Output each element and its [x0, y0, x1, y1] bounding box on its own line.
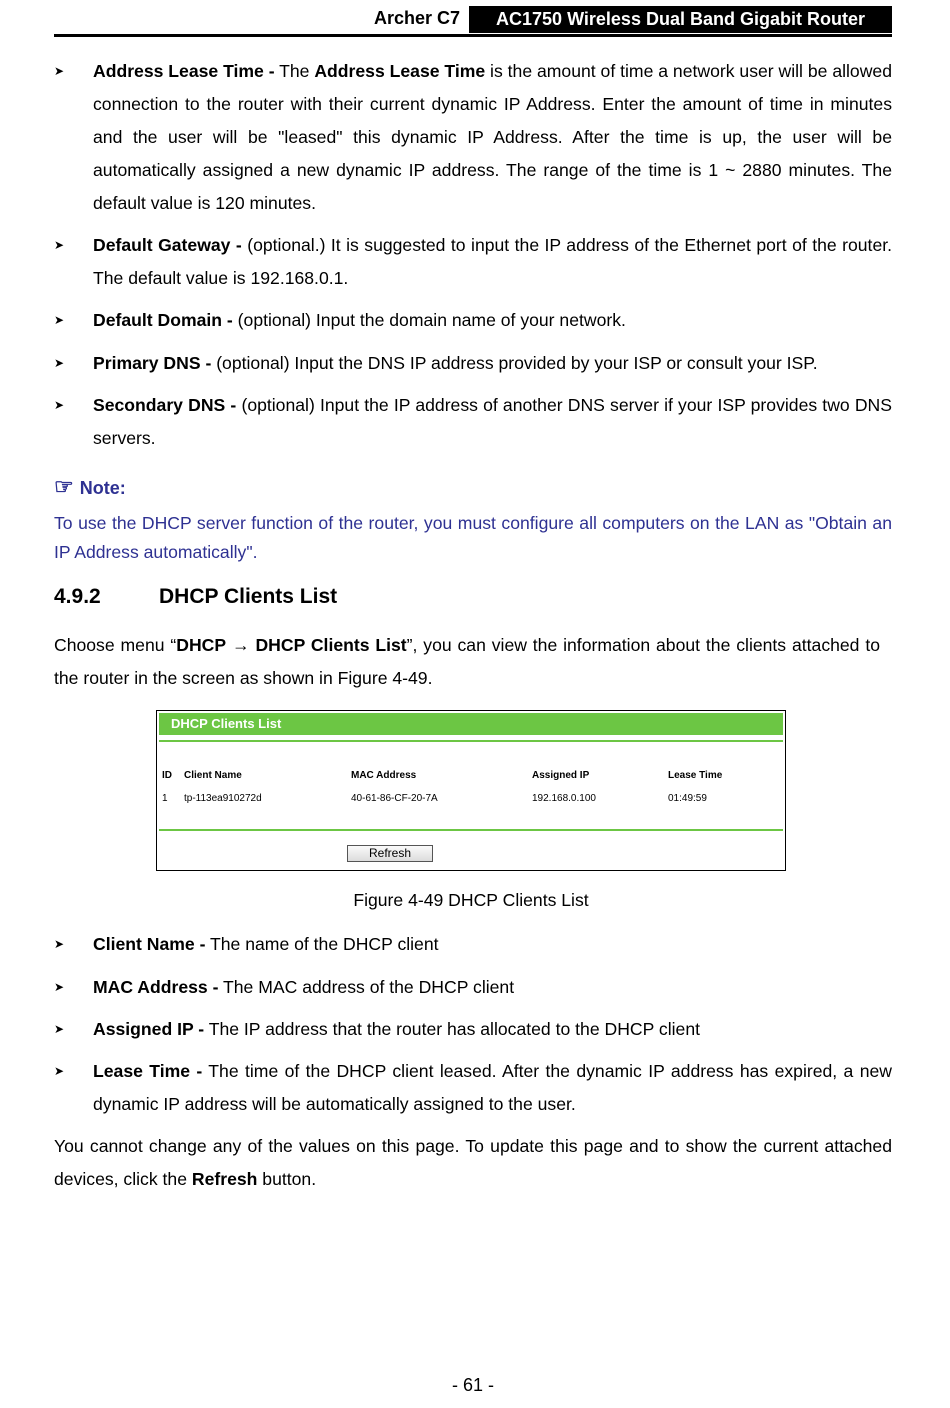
table-cell-id: 1 [162, 793, 168, 804]
bullet-term: Default Gateway - [93, 235, 242, 255]
bullet-term: Lease Time - [93, 1061, 203, 1081]
bullet-term: Assigned IP - [93, 1019, 205, 1039]
section-number: 4.9.2 [54, 585, 101, 608]
bullet-arrow-icon: ➤ [54, 313, 65, 327]
section-heading [54, 585, 337, 609]
column-header-id: ID [162, 770, 172, 781]
bullet-lease-time: ➤ Lease Time - The time of the DHCP client leased. After the dynamic IP address has expired, a new dynamic IP address will be automatically assigned to the user. [54, 1055, 892, 1121]
table-cell-client-name: tp-113ea910272d [184, 793, 262, 804]
dhcp-clients-panel [156, 710, 786, 871]
table-cell-assigned-ip: 192.168.0.100 [532, 793, 596, 804]
bullet-term: Client Name - [93, 934, 206, 954]
header-model: Archer C7 [373, 8, 460, 28]
note-heading [54, 474, 126, 500]
bullet-primary-dns: ➤ Primary DNS - (optional) Input the DNS IP address provided by your ISP or consult your ISP. [54, 347, 892, 380]
bullet-term: Secondary DNS - [93, 395, 237, 415]
bullet-secondary-dns: ➤ Secondary DNS - (optional) Input the IP address of another DNS server if your ISP provides two DNS servers. [54, 389, 892, 455]
column-header-client-name: Client Name [184, 770, 242, 781]
bullet-arrow-icon: ➤ [54, 356, 65, 370]
bullet-arrow-icon: ➤ [54, 238, 65, 252]
panel-divider [159, 829, 783, 831]
panel-divider [159, 740, 783, 742]
menu-arrow-icon: → [231, 635, 250, 655]
panel-title: DHCP Clients List [159, 713, 783, 735]
pointing-hand-icon: ☞ [54, 474, 74, 499]
refresh-button[interactable]: Refresh [347, 845, 433, 862]
column-header-lease-time: Lease Time [668, 770, 723, 781]
menu-dhcp-clients-list: DHCP Clients List [255, 635, 407, 655]
bullet-arrow-icon: ➤ [54, 64, 65, 78]
bullet-term: Address Lease Time - [93, 61, 275, 81]
bullet-term: MAC Address - [93, 977, 219, 997]
header-product: AC1750 Wireless Dual Band Gigabit Router [469, 6, 892, 33]
bullet-client-name: ➤ Client Name - The name of the DHCP client [54, 928, 892, 961]
figure-caption: Figure 4-49 DHCP Clients List [353, 890, 589, 910]
note-text: To use the DHCP server function of the router, you must configure all computers on the LAN as "Obtain an IP Address automatically". [54, 513, 892, 562]
table-cell-mac-address: 40-61-86-CF-20-7A [351, 793, 438, 804]
bullet-arrow-icon: ➤ [54, 1022, 65, 1036]
section-title: DHCP Clients List [159, 585, 338, 608]
bullet-mac-address: ➤ MAC Address - The MAC address of the DHCP client [54, 971, 892, 1004]
page-number: - 61 - [451, 1375, 494, 1395]
intro-paragraph: Choose menu “DHCP → DHCP Clients List”, you can view the information about the clients attached to the router in the screen as shown in Figure 4-49. [54, 635, 881, 688]
bullet-term: Default Domain - [93, 310, 233, 330]
menu-dhcp: DHCP [176, 635, 227, 655]
column-header-mac-address: MAC Address [351, 770, 417, 781]
bullet-default-domain: ➤ Default Domain - (optional) Input the domain name of your network. [54, 304, 892, 337]
bullet-arrow-icon: ➤ [54, 980, 65, 994]
bullet-arrow-icon: ➤ [54, 398, 65, 412]
bullet-address-lease-time: ➤ Address Lease Time - The Address Lease Time is the amount of time a network user will be allowed connection to the router with their current dynamic IP Address. Enter the amount of time in minutes and the user will be "leased" this dynamic IP Address. After the time is up, the user will be automatically assigned a new dynamic IP address. The range of the time is 1 ~ 2880 minutes. The default value is 120 minutes. [54, 55, 892, 220]
bullet-arrow-icon: ➤ [54, 1064, 65, 1078]
bullet-default-gateway: ➤ Default Gateway - (optional.) It is suggested to input the IP address of the Ethernet port of the router. The default value is 192.168.0.1. [54, 229, 892, 295]
bullet-arrow-icon: ➤ [54, 937, 65, 951]
note-label: Note: [79, 478, 126, 498]
closing-paragraph: You cannot change any of the values on this page. To update this page and to show the current attached devices, click the Refresh button. [54, 1136, 892, 1189]
refresh-term: Refresh [191, 1169, 258, 1189]
bullet-assigned-ip: ➤ Assigned IP - The IP address that the router has allocated to the DHCP client [54, 1013, 892, 1046]
bullet-term: Primary DNS - [93, 353, 212, 373]
page-header [54, 6, 892, 34]
table-cell-lease-time: 01:49:59 [668, 793, 707, 804]
column-header-assigned-ip: Assigned IP [532, 770, 590, 781]
header-rule [54, 34, 892, 37]
